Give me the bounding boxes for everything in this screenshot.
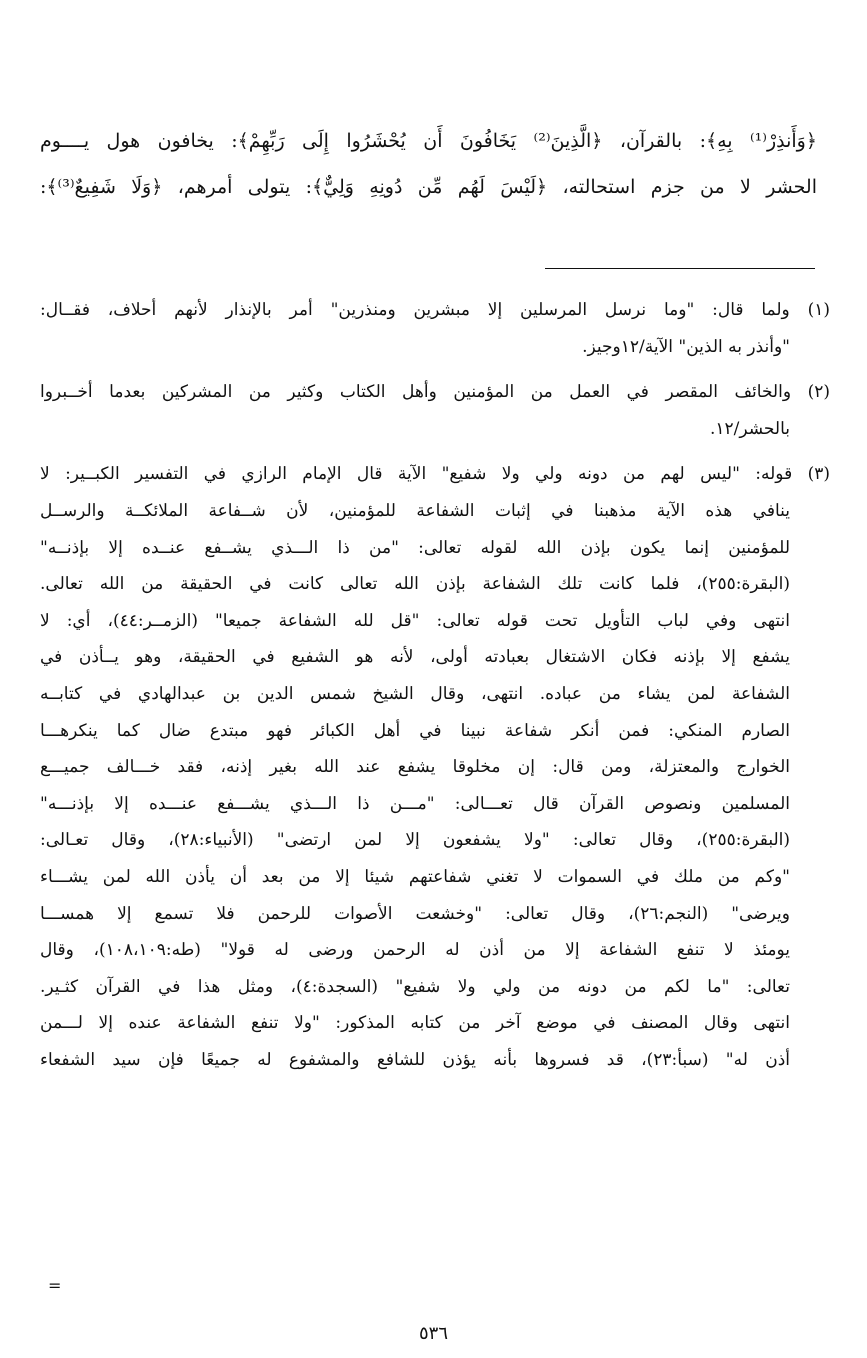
- footnote-line: (البقرة:٢٥٥)، وقال تعالى: "ولا يشفعون إلا لمن ارتضى" (الأنبياء:٢٨)، وقال تعـالى:: [40, 830, 790, 851]
- main-text-line: الحشر لا من جزم استحالته، ﴿لَيْسَ لَهُم مِّن دُونِهِ وَلِيٌّ﴾: يتولى أمرهم، ﴿وَلَا شَفِيعٌ⁽³⁾﴾:: [40, 176, 817, 198]
- footnote-line: أذن له" (سبأ:٢٣)، قد فسروها بأنه يؤذن للشافع والمشفوع له جميعًا فإن سيد الشفعاء: [40, 1049, 790, 1070]
- footnote-line: للمؤمنين إنما يكون بإذن الله لقوله تعالى: "من ذا الـــذي يشــفع عنــده إلا بإذنــه": [40, 537, 790, 558]
- footnotes: [40, 292, 830, 1087]
- footnote-line: انتهى وقال المصنف في موضع آخر من كتابه المذكور: "ولا تنفع الشفاعة عنده إلا لـــمن: [40, 1013, 790, 1034]
- footnote-line: (٣) قوله: "ليس لهم من دونه ولي ولا شفيع" الآية قال الإمام الرازي في التفسير الكبــير: لا: [40, 464, 830, 485]
- footnote-line: ويرضى" (النجم:٢٦)، وقال تعالى: "وخشعت الأصوات للرحمن فلا تسمع إلا همســـا: [40, 903, 790, 924]
- footnote-line: "وأنذر به الذين" الآية/١٢وجيز.: [582, 336, 790, 357]
- footnote-line: الصارم المنكي: فمن أنكر شفاعة نبينا في أهل الكبائر فهو مبتدع ضال كما ينكرهـــا: [40, 720, 790, 741]
- footnote-separator: [545, 268, 815, 269]
- footnote-line: (البقرة:٢٥٥)، فلما كانت تلك الشفاعة بإذن الله تعالى كانت في الحقيقة من الله تعالى.: [40, 574, 791, 595]
- footnote-3: [40, 456, 830, 1078]
- footnote-line: المسلمين ونصوص القرآن قال تعـــالى: "مـــن ذا الـــذي يشـــفع عنـــده إلا بإذنـــه": [40, 793, 790, 814]
- footnote-line: انتهى وفي لباب التأويل تحت قوله تعالى: "قل لله الشفاعة جميعا" (الزمــر:٤٤)، أي: لا: [40, 610, 790, 631]
- footnote-1: [40, 292, 830, 365]
- footnote-line: "وكم من ملك في السموات لا تغني شفاعتهم شيئا إلا من بعد أن يأذن الله لمن يشـــاء: [40, 866, 790, 887]
- footnote-line: الشفاعة لمن يشاء من عباده. انتهى، وقال الشيخ شمس الدين بن عبدالهادي في كتابــه: [40, 683, 790, 704]
- footnote-line: (١) ولما قال: "وما نرسل المرسلين إلا مبشرين ومنذرين" أمر بالإنذار لأنهم أحلاف، فقــال:: [40, 300, 830, 320]
- continuation-mark: =: [48, 1276, 62, 1295]
- footnote-line: تعالى: "ما لكم من دونه من ولي ولا شفيع" (السجدة:٤)، ومثل هذا في القرآن كثـير.: [40, 976, 790, 997]
- footnote-line: يشفع إلا بإذنه فكان الاشتغال بعبادته أولى، لأنه هو الشفيع في الحقيقة، وهو يــأذن في: [40, 647, 790, 668]
- main-text: [40, 118, 817, 210]
- main-text-line: ﴿وَأَنذِرْ⁽¹⁾ بِهِ﴾: بالقرآن، ﴿الَّذِينَ⁽²⁾ يَخَافُونَ أَن يُحْشَرُوا إِلَى رَبِّهِمْ﴾: يخافون هول يــــوم: [40, 130, 817, 152]
- footnote-line: ينافي هذه الآية مذهبنا في إثبات الشفاعة للمؤمنين، لأن شــفاعة الملائكــة والرســل: [40, 500, 790, 521]
- footnote-line: بالحشر/١٢.: [709, 418, 790, 439]
- page-number: ٥٣٦: [418, 1323, 448, 1344]
- footnote-line: (٢) والخائف المقصر في العمل من المؤمنين وأهل الكتاب وكثير من المشركين بعدما أخــبروا: [40, 382, 830, 403]
- footnote-2: [40, 374, 830, 447]
- footnote-line: يومئذ لا تنفع الشفاعة إلا من أذن له الرحمن ورضى له قولا" (طه:١٠٨،١٠٩)، وقال: [40, 940, 791, 961]
- footnote-line: الخوارج والمعتزلة، ومن قال: إن مخلوقا يشفع عند الله بغير إذنه، فقد خـــالف جميـــع: [40, 757, 790, 778]
